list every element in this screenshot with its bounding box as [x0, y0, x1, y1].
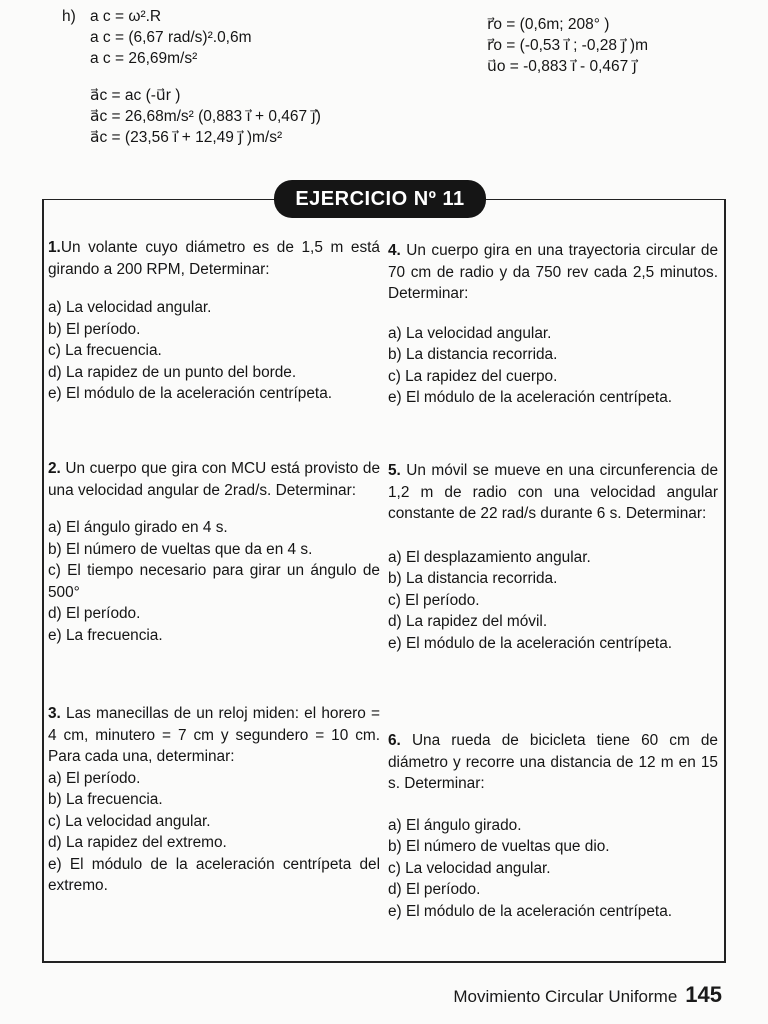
page-footer [453, 982, 722, 1008]
worked-solution-h [62, 6, 742, 176]
problem-statement [388, 730, 718, 795]
list-item: a) El ángulo girado. [388, 816, 522, 834]
problem-5 [388, 460, 718, 654]
spacer [62, 69, 462, 85]
problem-4 [388, 240, 718, 409]
list-item: d) La rapidez del móvil. [388, 613, 548, 630]
list-item: b) El período. [48, 320, 141, 338]
list-item: b) La frecuencia. [48, 791, 163, 808]
problem-statement [388, 240, 718, 305]
solution-line [62, 6, 462, 27]
solution-text: a c = ω².R [90, 8, 162, 25]
solution-text: a⃗c = 26,68m/s² (0,883 i⃗ + 0,467 j⃗) [90, 108, 321, 125]
list-item: e) El módulo de la aceleración centrípeta. [388, 389, 673, 406]
list-item: e) El módulo de la aceleración centrípeta. [48, 385, 333, 402]
problem-statement [48, 237, 380, 280]
problem-3 [48, 703, 380, 897]
list-item: b) El número de vueltas que da en 4 s. [48, 540, 313, 558]
solution-line: r⃗o = (0,6m; 208° ) [487, 16, 610, 33]
problem-text: Un volante cuyo diámetro es de 1,5 m está girando a 200 RPM, Determinar: [48, 239, 380, 278]
list-item: b) La distancia recorrida. [388, 570, 558, 587]
exercise-title-badge: EJERCICIO Nº 11 [274, 180, 486, 218]
list-item: e) El módulo de la aceleración centrípeta del extremo. [48, 855, 380, 894]
problem-number: 6. [388, 732, 401, 749]
problem-6 [388, 730, 718, 922]
problem-number: 1. [48, 239, 61, 256]
list-item: e) La frecuencia. [48, 626, 163, 644]
solution-text: a c = (6,67 rad/s)².0,6m [90, 29, 252, 46]
solution-text: a c = 26,69m/s² [90, 50, 198, 67]
problem-1 [48, 237, 380, 405]
problem-text: Un cuerpo gira en una trayectoria circular de 70 cm de radio y da 750 rev cada 2,5 minutos. Determinar: [388, 242, 719, 302]
list-item: d) El período. [48, 605, 141, 622]
list-item: c) El tiempo necesario para girar un ángulo de 500° [48, 562, 380, 601]
list-item: a) El período. [48, 769, 141, 787]
list-item: c) El período. [388, 591, 480, 609]
solution-line [62, 48, 462, 69]
list-item: a) El ángulo girado en 4 s. [48, 519, 228, 536]
list-item: a) La velocidad angular. [48, 299, 212, 316]
list-item: e) El módulo de la aceleración centrípeta. [388, 634, 673, 652]
problem-number: 4. [388, 242, 401, 259]
list-item: c) La velocidad angular. [388, 859, 551, 877]
list-item: a) El desplazamiento angular. [388, 548, 591, 566]
problem-number: 2. [48, 460, 61, 477]
problem-text: Las manecillas de un reloj miden: el horero = 4 cm, minutero = 7 cm y segundero = 10 cm. Para cada una, determinar: [48, 705, 380, 765]
solution-text: a⃗c = ac (-u⃗r ) [90, 87, 181, 104]
list-item: d) La rapidez de un punto del borde. [48, 363, 297, 381]
solution-line: r⃗o = (-0,53 i⃗ ; -0,28 j⃗ )m [487, 37, 649, 54]
problem-statement [388, 460, 718, 525]
list-item: b) El número de vueltas que dio. [388, 838, 610, 855]
problem-text: Una rueda de bicicleta tiene 60 cm de diámetro y recorre una distancia de 12 m en 15 s. Determinar: [388, 732, 718, 792]
list-item: c) La velocidad angular. [48, 812, 211, 830]
solution-label: h) [62, 8, 76, 25]
solution-line [62, 127, 462, 148]
list-item: d) El período. [388, 881, 481, 898]
problem-text: Un cuerpo que gira con MCU está provisto de una velocidad angular de 2rad/s. Determinar: [48, 460, 381, 499]
solution-line [62, 27, 462, 48]
problem-number: 3. [48, 705, 61, 722]
list-item: e) El módulo de la aceleración centrípeta. [388, 902, 673, 920]
list-item: c) La frecuencia. [48, 342, 162, 359]
list-item: d) La rapidez del extremo. [48, 834, 227, 851]
solution-line [62, 106, 462, 127]
problem-statement [48, 458, 380, 501]
list-item: c) La rapidez del cuerpo. [388, 367, 558, 385]
list-item: b) La distancia recorrida. [388, 346, 558, 363]
solution-right-column [487, 14, 747, 77]
solution-line: u⃗o = -0,883 i⃗ - 0,467 j⃗ [487, 58, 637, 75]
solution-left-column [62, 6, 462, 148]
chapter-title: Movimiento Circular Uniforme [453, 987, 678, 1006]
list-item: a) La velocidad angular. [388, 324, 552, 342]
page-number: 145 [685, 982, 722, 1007]
solution-line [62, 85, 462, 106]
problem-number: 5. [388, 462, 401, 479]
problem-text: Un móvil se mueve en una circunferencia de 1,2 m de radio con una velocidad angular constante de 22 rad/s durante 6 s. Determinar: [388, 462, 719, 522]
problem-2 [48, 458, 380, 646]
solution-text: a⃗c = (23,56 i⃗ + 12,49 j⃗ )m/s² [90, 129, 283, 146]
problem-statement [48, 703, 380, 768]
